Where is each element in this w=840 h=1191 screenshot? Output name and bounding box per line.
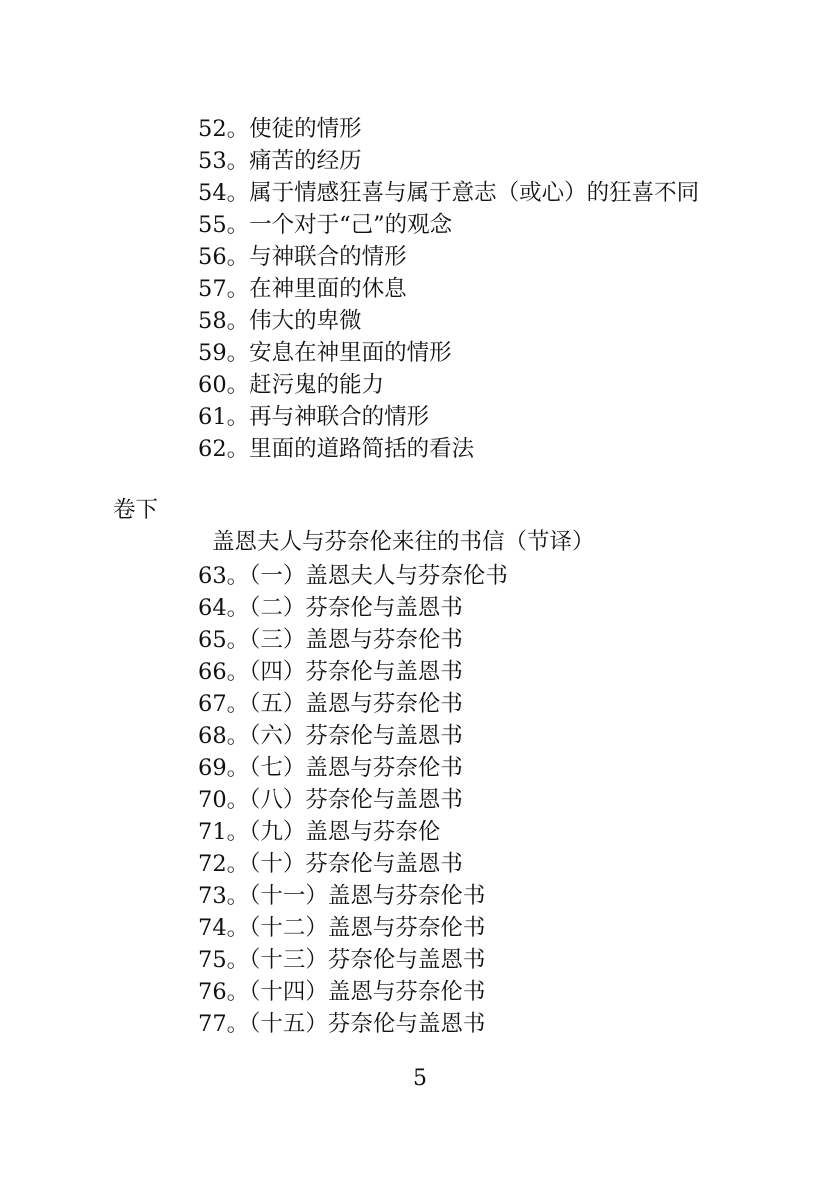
- toc-item: 60。赶污鬼的能力: [198, 372, 385, 398]
- section-subtitle: 盖恩夫人与芬奈伦来往的书信（节译）: [212, 529, 595, 555]
- toc-item: 73。（十一）盖恩与芬奈伦书: [198, 883, 486, 909]
- toc-item: 63。（一）盖恩夫人与芬奈伦书: [198, 563, 508, 589]
- toc-item: 57。在神里面的休息: [198, 276, 407, 302]
- toc-list-upper: [198, 113, 699, 465]
- toc-item: 72。（十）芬奈伦与盖恩书: [198, 851, 463, 877]
- toc-item: 58。伟大的卑微: [198, 308, 362, 334]
- toc-item: 55。一个对于“己”的观念: [198, 212, 453, 238]
- toc-item: 62。里面的道路简括的看法: [198, 436, 475, 462]
- toc-item: 74。（十二）盖恩与芬奈伦书: [198, 915, 486, 941]
- toc-item: 71。（九）盖恩与芬奈伦: [198, 819, 441, 845]
- toc-item: 61。再与神联合的情形: [198, 404, 430, 430]
- toc-item: 75。（十三）芬奈伦与盖恩书: [198, 947, 486, 973]
- toc-item: 59。安息在神里面的情形: [198, 340, 452, 366]
- section-heading: 卷下: [113, 497, 159, 523]
- toc-item: 69。（七）盖恩与芬奈伦书: [198, 755, 463, 781]
- toc-item: 68。（六）芬奈伦与盖恩书: [198, 723, 463, 749]
- toc-item: 76。（十四）盖恩与芬奈伦书: [198, 979, 486, 1005]
- toc-item: 56。与神联合的情形: [198, 244, 407, 270]
- page-number: 5: [413, 1066, 427, 1091]
- toc-item: 70。（八）芬奈伦与盖恩书: [198, 787, 463, 813]
- toc-item: 66。（四）芬奈伦与盖恩书: [198, 659, 463, 685]
- toc-item: 67。（五）盖恩与芬奈伦书: [198, 691, 463, 717]
- toc-item: 77。（十五）芬奈伦与盖恩书: [198, 1011, 486, 1037]
- toc-item: 64。（二）芬奈伦与盖恩书: [198, 595, 463, 621]
- toc-item: 53。痛苦的经历: [198, 148, 362, 174]
- toc-list-lower: [198, 560, 508, 1040]
- toc-item: 65。（三）盖恩与芬奈伦书: [198, 627, 463, 653]
- toc-item: 54。属于情感狂喜与属于意志（或心）的狂喜不同: [198, 180, 700, 206]
- toc-item: 52。使徒的情形: [198, 116, 362, 142]
